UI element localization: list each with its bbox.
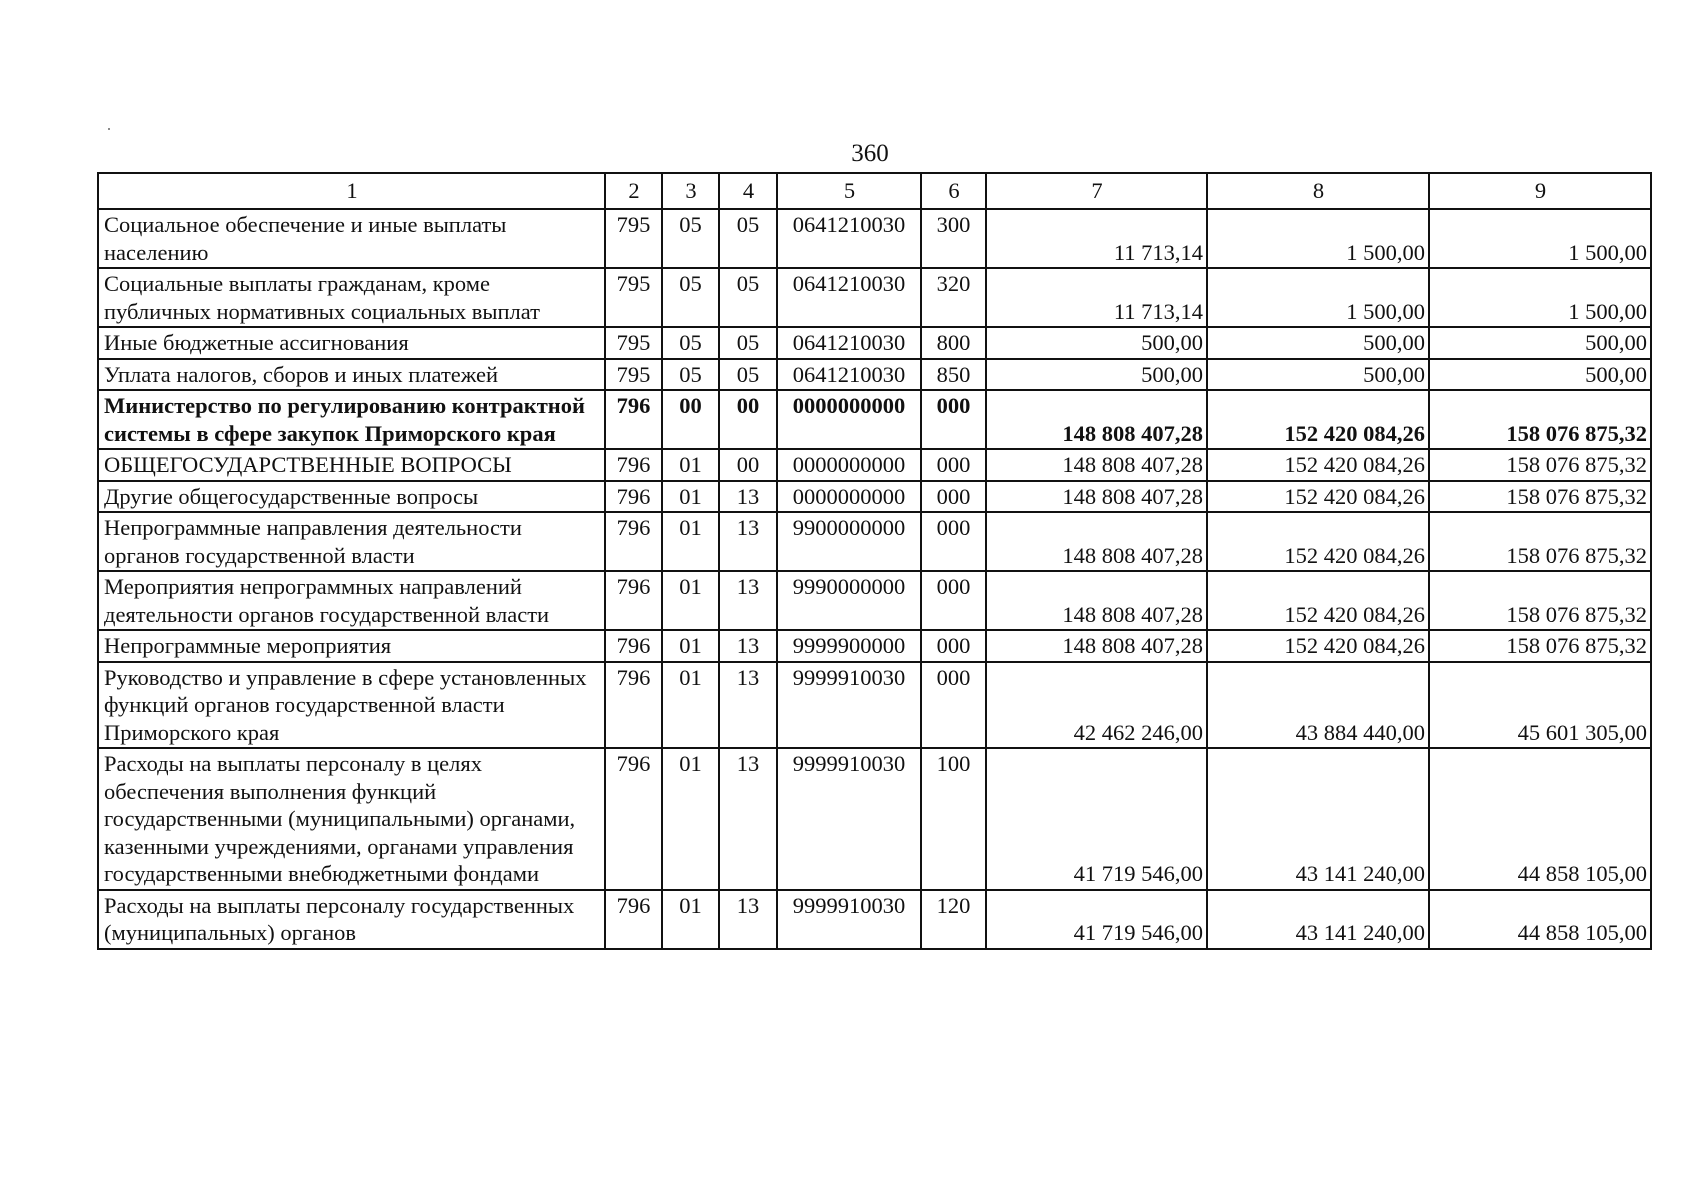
cell-expense-type-code: 120: [921, 890, 986, 949]
column-header-8: 8: [1207, 173, 1429, 209]
cell-ministry-code: 795: [605, 359, 662, 391]
column-header-4: 4: [719, 173, 777, 209]
cell-ministry-code: 796: [605, 390, 662, 449]
cell-amount-col7: 11 713,14: [986, 209, 1207, 268]
cell-item-name: Расходы на выплаты персоналу государственных (муниципальных) органов: [98, 890, 605, 949]
cell-amount-col8: 500,00: [1207, 327, 1429, 359]
cell-amount-col8: 1 500,00: [1207, 268, 1429, 327]
cell-amount-col9: 500,00: [1429, 359, 1651, 391]
cell-item-name: Социальные выплаты гражданам, кроме публичных нормативных социальных выплат: [98, 268, 605, 327]
budget-table: [97, 172, 1652, 950]
cell-ministry-code: 796: [605, 571, 662, 630]
cell-subsection-code: 13: [719, 662, 777, 749]
cell-target-article-code: 0641210030: [777, 359, 921, 391]
cell-amount-col9: 158 076 875,32: [1429, 512, 1651, 571]
column-header-7: 7: [986, 173, 1207, 209]
cell-amount-col7: 41 719 546,00: [986, 890, 1207, 949]
budget-table-body: [98, 173, 1651, 949]
cell-amount-col8: 1 500,00: [1207, 209, 1429, 268]
cell-item-name: Социальное обеспечение и иные выплаты населению: [98, 209, 605, 268]
cell-section-code: 05: [662, 327, 719, 359]
table-row: [98, 390, 1651, 449]
cell-target-article-code: 0000000000: [777, 481, 921, 513]
cell-target-article-code: 0641210030: [777, 268, 921, 327]
cell-amount-col8: 152 420 084,26: [1207, 630, 1429, 662]
cell-amount-col9: 158 076 875,32: [1429, 571, 1651, 630]
cell-amount-col7: 148 808 407,28: [986, 571, 1207, 630]
cell-expense-type-code: 320: [921, 268, 986, 327]
cell-amount-col9: 158 076 875,32: [1429, 630, 1651, 662]
cell-item-name: ОБЩЕГОСУДАРСТВЕННЫЕ ВОПРОСЫ: [98, 449, 605, 481]
cell-ministry-code: 796: [605, 890, 662, 949]
cell-section-code: 01: [662, 512, 719, 571]
column-header-2: 2: [605, 173, 662, 209]
cell-amount-col8: 500,00: [1207, 359, 1429, 391]
cell-amount-col7: 148 808 407,28: [986, 481, 1207, 513]
cell-expense-type-code: 800: [921, 327, 986, 359]
cell-subsection-code: 05: [719, 268, 777, 327]
cell-amount-col9: 1 500,00: [1429, 209, 1651, 268]
cell-target-article-code: 9999910030: [777, 890, 921, 949]
cell-expense-type-code: 300: [921, 209, 986, 268]
cell-target-article-code: 0000000000: [777, 449, 921, 481]
cell-section-code: 01: [662, 571, 719, 630]
cell-section-code: 01: [662, 890, 719, 949]
cell-ministry-code: 795: [605, 209, 662, 268]
cell-amount-col8: 152 420 084,26: [1207, 512, 1429, 571]
cell-item-name: Расходы на выплаты персоналу в целях обеспечения выполнения функций государственными (муниципальными) органами, казенными учреждениями, органами управления государственными внебюджетными фондами: [98, 748, 605, 890]
cell-expense-type-code: 000: [921, 662, 986, 749]
cell-amount-col7: 148 808 407,28: [986, 630, 1207, 662]
cell-amount-col8: 43 141 240,00: [1207, 748, 1429, 890]
cell-section-code: 05: [662, 268, 719, 327]
cell-subsection-code: 05: [719, 209, 777, 268]
cell-amount-col9: 45 601 305,00: [1429, 662, 1651, 749]
cell-target-article-code: 0641210030: [777, 327, 921, 359]
cell-section-code: 00: [662, 390, 719, 449]
cell-target-article-code: 9999910030: [777, 662, 921, 749]
page-number: 360: [851, 140, 889, 167]
table-row: [98, 630, 1651, 662]
table-row: [98, 209, 1651, 268]
cell-subsection-code: 05: [719, 359, 777, 391]
table-row: [98, 890, 1651, 949]
cell-item-name: Непрограммные направления деятельности органов государственной власти: [98, 512, 605, 571]
cell-amount-col8: 43 141 240,00: [1207, 890, 1429, 949]
column-header-5: 5: [777, 173, 921, 209]
cell-target-article-code: 9999900000: [777, 630, 921, 662]
column-header-6: 6: [921, 173, 986, 209]
cell-subsection-code: 13: [719, 748, 777, 890]
cell-item-name: Мероприятия непрограммных направлений деятельности органов государственной власти: [98, 571, 605, 630]
cell-amount-col7: 41 719 546,00: [986, 748, 1207, 890]
cell-amount-col9: 44 858 105,00: [1429, 890, 1651, 949]
cell-amount-col7: 500,00: [986, 327, 1207, 359]
cell-amount-col8: 152 420 084,26: [1207, 571, 1429, 630]
cell-amount-col7: 148 808 407,28: [986, 390, 1207, 449]
cell-amount-col7: 42 462 246,00: [986, 662, 1207, 749]
cell-section-code: 01: [662, 662, 719, 749]
cell-expense-type-code: 000: [921, 630, 986, 662]
cell-subsection-code: 13: [719, 512, 777, 571]
cell-amount-col7: 500,00: [986, 359, 1207, 391]
cell-ministry-code: 795: [605, 268, 662, 327]
cell-item-name: Другие общегосударственные вопросы: [98, 481, 605, 513]
table-row: [98, 512, 1651, 571]
cell-target-article-code: 0641210030: [777, 209, 921, 268]
table-row: [98, 327, 1651, 359]
cell-target-article-code: 0000000000: [777, 390, 921, 449]
cell-amount-col9: 158 076 875,32: [1429, 390, 1651, 449]
cell-amount-col8: 152 420 084,26: [1207, 449, 1429, 481]
cell-item-name: Иные бюджетные ассигнования: [98, 327, 605, 359]
cell-subsection-code: 13: [719, 890, 777, 949]
table-row: [98, 481, 1651, 513]
table-header-row: [98, 173, 1651, 209]
cell-expense-type-code: 100: [921, 748, 986, 890]
scan-speck: [108, 128, 110, 130]
cell-ministry-code: 796: [605, 662, 662, 749]
cell-subsection-code: 00: [719, 449, 777, 481]
cell-section-code: 01: [662, 748, 719, 890]
table-row: [98, 359, 1651, 391]
table-row: [98, 748, 1651, 890]
table-row: [98, 662, 1651, 749]
cell-amount-col8: 152 420 084,26: [1207, 390, 1429, 449]
cell-amount-col8: 43 884 440,00: [1207, 662, 1429, 749]
cell-amount-col9: 1 500,00: [1429, 268, 1651, 327]
table-row: [98, 268, 1651, 327]
cell-section-code: 01: [662, 630, 719, 662]
cell-amount-col7: 11 713,14: [986, 268, 1207, 327]
cell-item-name: Руководство и управление в сфере установленных функций органов государственной власти Приморского края: [98, 662, 605, 749]
cell-expense-type-code: 000: [921, 571, 986, 630]
cell-ministry-code: 796: [605, 748, 662, 890]
cell-target-article-code: 9990000000: [777, 571, 921, 630]
cell-item-name: Министерство по регулированию контрактной системы в сфере закупок Приморского края: [98, 390, 605, 449]
cell-item-name: Уплата налогов, сборов и иных платежей: [98, 359, 605, 391]
cell-subsection-code: 13: [719, 571, 777, 630]
cell-section-code: 01: [662, 481, 719, 513]
cell-amount-col9: 158 076 875,32: [1429, 449, 1651, 481]
cell-section-code: 01: [662, 449, 719, 481]
cell-amount-col7: 148 808 407,28: [986, 449, 1207, 481]
cell-amount-col8: 152 420 084,26: [1207, 481, 1429, 513]
cell-section-code: 05: [662, 209, 719, 268]
cell-expense-type-code: 850: [921, 359, 986, 391]
cell-amount-col7: 148 808 407,28: [986, 512, 1207, 571]
cell-expense-type-code: 000: [921, 512, 986, 571]
cell-section-code: 05: [662, 359, 719, 391]
cell-target-article-code: 9999910030: [777, 748, 921, 890]
cell-amount-col9: 500,00: [1429, 327, 1651, 359]
table-row: [98, 449, 1651, 481]
cell-ministry-code: 796: [605, 449, 662, 481]
cell-item-name: Непрограммные мероприятия: [98, 630, 605, 662]
cell-subsection-code: 00: [719, 390, 777, 449]
cell-subsection-code: 13: [719, 481, 777, 513]
column-header-9: 9: [1429, 173, 1651, 209]
cell-amount-col9: 44 858 105,00: [1429, 748, 1651, 890]
cell-expense-type-code: 000: [921, 449, 986, 481]
cell-expense-type-code: 000: [921, 390, 986, 449]
column-header-1: 1: [98, 173, 605, 209]
cell-ministry-code: 796: [605, 481, 662, 513]
cell-subsection-code: 13: [719, 630, 777, 662]
table-row: [98, 571, 1651, 630]
column-header-3: 3: [662, 173, 719, 209]
cell-amount-col9: 158 076 875,32: [1429, 481, 1651, 513]
cell-target-article-code: 9900000000: [777, 512, 921, 571]
cell-expense-type-code: 000: [921, 481, 986, 513]
cell-ministry-code: 796: [605, 630, 662, 662]
cell-subsection-code: 05: [719, 327, 777, 359]
cell-ministry-code: 796: [605, 512, 662, 571]
cell-ministry-code: 795: [605, 327, 662, 359]
